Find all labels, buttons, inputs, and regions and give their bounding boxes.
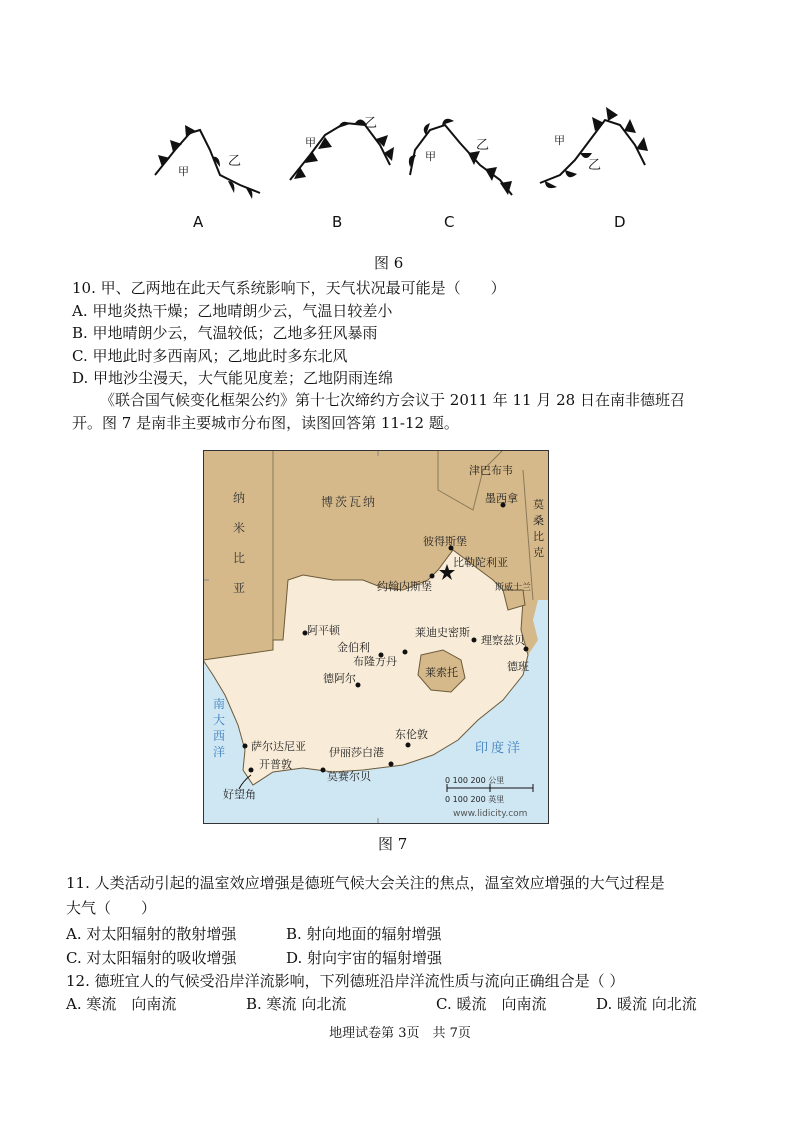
svg-text:0 100 200 公里: 0 100 200 公里: [445, 776, 505, 785]
q11-option-c: C. 对太阳辐射的吸收增强: [66, 949, 237, 967]
city-ladysmith: 莱迪史密斯: [415, 626, 470, 639]
city-kimberley: 金伯利: [337, 641, 370, 654]
jia-label-b: 甲: [305, 136, 316, 149]
q12-option-d: D. 暖流 向北流: [596, 995, 697, 1013]
q10-option-b: B. 甲地晴朗少云，气温较低；乙地多狂风暴雨: [72, 324, 378, 342]
yi-label-a: 乙: [228, 154, 242, 169]
figure7-caption: 图 7: [378, 835, 408, 853]
panel-label-c: C: [444, 213, 455, 231]
jia-label-a: 甲: [178, 165, 189, 178]
q11-option-a: A. 对太阳辐射的散射增强: [66, 925, 237, 943]
yi-label-b: 乙: [364, 116, 378, 131]
country-swaziland: 斯威士兰: [495, 583, 532, 593]
country-mozambique-3: 比: [533, 530, 544, 543]
svg-text:0 100 200 英里: 0 100 200 英里: [445, 795, 505, 804]
q12-option-c: C. 暖流 向南流: [436, 995, 547, 1013]
intro-line-1: 《联合国气候变化框架公约》第十七次缔约方会议于 2011 年 11 月 28 日在南非德班召: [100, 391, 685, 409]
country-mozambique-2: 桑: [533, 514, 544, 527]
country-botswana: 博茨瓦纳: [321, 495, 378, 509]
city-messina: 墨西拿: [485, 492, 518, 505]
q11-stem-line-1: 11. 人类活动引起的温室效应增强是德班气候大会关注的焦点，温室效应增强的大气过程是: [66, 874, 665, 892]
city-durban: 德班: [507, 660, 529, 673]
city-east-london: 东伦敦: [395, 728, 428, 741]
country-namibia-4: 亚: [233, 581, 248, 595]
city-johannesburg: 约翰内斯堡: [377, 580, 432, 593]
country-namibia-3: 比: [233, 551, 248, 565]
ocean-atlantic-1: 南: [213, 697, 226, 711]
q11-stem-line-2: 大气（ ）: [66, 899, 157, 917]
q12-option-b: B. 寒流 向北流: [246, 995, 347, 1013]
ocean-atlantic-3: 西: [213, 729, 226, 743]
q10-option-c: C. 甲地此时多西南风；乙地此时多东北风: [72, 347, 348, 365]
watermark: www.lidicity.com: [453, 809, 528, 819]
q10-option-a: A. 甲地炎热干燥；乙地晴朗少云，气温日较差小: [72, 302, 393, 320]
city-mossel-bay: 莫赛尔贝: [327, 770, 371, 783]
q10-option-d: D. 甲地沙尘漫天，大气能见度差；乙地阴雨连绵: [72, 369, 394, 387]
yi-label-c: 乙: [476, 138, 490, 153]
panel-label-a: A: [193, 213, 204, 231]
intro-line-2: 开。图 7 是南非主要城市分布图，读图回答第 11-12 题。: [72, 414, 459, 432]
ocean-atlantic-4: 洋: [213, 745, 226, 759]
city-cape-town: 开普敦: [259, 758, 292, 771]
city-de-aar: 德阿尔: [323, 672, 356, 685]
figure6-caption: 图 6: [374, 254, 404, 272]
city-upington: 阿平顿: [307, 624, 340, 637]
front-sketch-a: [155, 125, 260, 199]
panel-label-b: B: [332, 213, 343, 231]
page-footer: 地理试卷第 3页 共 7页: [329, 1026, 471, 1041]
country-mozambique-1: 莫: [533, 498, 544, 511]
city-cape-of-good-hope: 好望角: [223, 788, 256, 801]
q10-stem: 10. 甲、乙两地在此天气系统影响下，天气状况最可能是（ ）: [72, 279, 506, 297]
country-namibia-1: 纳: [233, 491, 248, 505]
country-mozambique-4: 克: [533, 546, 544, 559]
panel-label-d: D: [614, 213, 626, 231]
q11-option-b: B. 射向地面的辐射增强: [286, 925, 442, 943]
yi-label-d: 乙: [588, 158, 602, 173]
city-pietersburg: 彼得斯堡: [423, 535, 467, 548]
country-zimbabwe: 津巴布韦: [469, 464, 513, 477]
city-saldanha: 萨尔达尼亚: [251, 740, 306, 753]
city-richards-bay: 理察兹贝: [481, 634, 525, 647]
ocean-atlantic-2: 大: [213, 713, 226, 727]
country-lesotho: 莱索托: [425, 666, 458, 679]
q12-stem: 12. 德班宜人的气候受沿岸洋流影响，下列德班沿岸洋流性质与流向正确组合是（ ）: [66, 972, 625, 990]
country-namibia-2: 米: [233, 521, 248, 535]
jia-label-c: 甲: [425, 150, 436, 163]
q11-option-d: D. 射向宇宙的辐射增强: [286, 949, 443, 967]
jia-label-d: 甲: [554, 134, 565, 147]
ocean-indian: 印度洋: [475, 741, 524, 756]
south-africa-map: [203, 450, 549, 824]
q12-option-a: A. 寒流 向南流: [66, 995, 177, 1013]
city-pretoria: 比勒陀利亚: [453, 556, 508, 569]
figure6-diagrams: [140, 95, 660, 210]
city-port-elizabeth: 伊丽莎白港: [329, 746, 384, 759]
city-bloemfontein: 布隆方丹: [353, 655, 397, 668]
